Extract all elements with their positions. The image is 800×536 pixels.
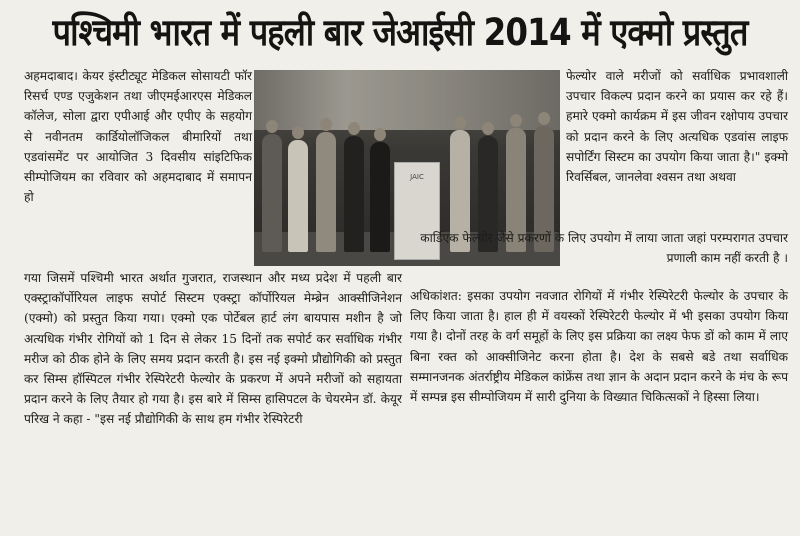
article-column-left-top: अहमदाबाद। केयर इंस्टीट्यूट मेडिकल सोसायटी फॉर रिसर्च एण्ड एजुकेशन तथा जीएमईआरएस मेडिकल कॉलेज, सोला द्वारा एपीआई और एपीए के सहयोग से नवीनतम कार्डियोलॉजिकल बीमारियों तथा एडवांसमेंट पर आयोजित 3 दिवसीय सांइटिफिक सीम्पोजियम का रविवार को अहमदाबाद में समापन हो bbox=[24, 69, 252, 205]
article-column-left-bottom: गया जिसमें पश्चिमी भारत अर्थात गुजरात, राजस्थान और मध्य प्रदेश में पहली बार एक्स्ट्राकॉर्पोरियल लाइफ सपोर्ट सिस्टम एक्स्ट्रा कॉर्पोरियल मेम्ब्रेन आक्सीजिनेशन (एक्मो) को प्रस्तुत किया गया। एक्मो एक पोर्टेबल हार्ट लंग बायपास मशीन है जो अत्यधिक गंभीर रोगियों को 1 दिन से लेकर 15 दिनों तक सपोर्ट कर सर्वाधिक गंभीर मरीज को ठीक होने के लिए समय प्रदान करती है। इस नई इक्मो प्रौद्योगिकी को प्रस्तुत कर सिम्स हॉस्पिटल गंभीर रेस्पिरेटरी फेल्योर के प्रकरण में अपने मरीजों को सहायता प्रदान करने के लिए तैयार हो गया है। इस बारे में सिम्स हासिपटल के चेयरमेन डॉ. केयूर परिख ने कहा - "इस नई प्रौद्योगिकी के साथ हम गंभीर रेस्पिरेटरी bbox=[24, 271, 402, 427]
person-figure bbox=[262, 134, 282, 252]
article-column-right-mid: कार्डिएक फेल्योर जैसे प्रकरणों के लिए उपयोग में लाया जाता जहां परम्परागत उपचार प्रणाली काम नहीं करती है । bbox=[420, 231, 788, 266]
headline: पश्चिमी भारत में पहली बार जेआईसी 2014 में एक्मो प्रस्तुत bbox=[52, 11, 748, 54]
article-column-right-top: फेल्योर वाले मरीजों को सर्वाधिक प्रभावशाली उपचार विकल्प प्रदान करने का प्रयास कर रहे हैं। हमारे एक्मो कार्यक्रम में इस जीवन रक्षोपाय उपचार को प्रदान करने के लिए अत्यधिक एडवांस लाइफ सपोर्टिंग सिस्टम का उपयोग किया जाता है।" इक्मो रिवर्सिबल, जानलेवा श्वसन तथा अथवा bbox=[566, 69, 788, 185]
person-figure bbox=[344, 136, 364, 252]
podium-logo-text: JAIC bbox=[410, 173, 424, 181]
article-column-right-bottom: अधिकांशत: इसका उपयोग नवजात रोगियों में गंभीर रेस्पिरेटरी फेल्योर के उपचार के लिए किया जाता है। हाल ही में वयस्कों रेस्पिरेटरी फेल्योर में भी इसका उपयोग किया गया है। दोनों तरह के वर्ग समूहों के लिए इस प्रक्रिया का लक्ष्य फेफ डों को काम में लाए बिना रक्त को आक्सीजिनेट करना होता है। देश के सबसे बडे तथा सर्वाधिक सम्मानजनक अंतर्राष्ट्रीय मेडिकल कांफ्रेंस तथा ज्ञान के अदान प्रदान करने के मंच के रूप में सम्पन्न इस सीम्पोजियम में सारी दुनिया के विख्यात चिकित्सकों ने हिस्सा लिया। bbox=[410, 289, 788, 405]
person-figure bbox=[316, 132, 336, 252]
person-figure bbox=[288, 140, 308, 252]
person-figure bbox=[370, 142, 390, 252]
